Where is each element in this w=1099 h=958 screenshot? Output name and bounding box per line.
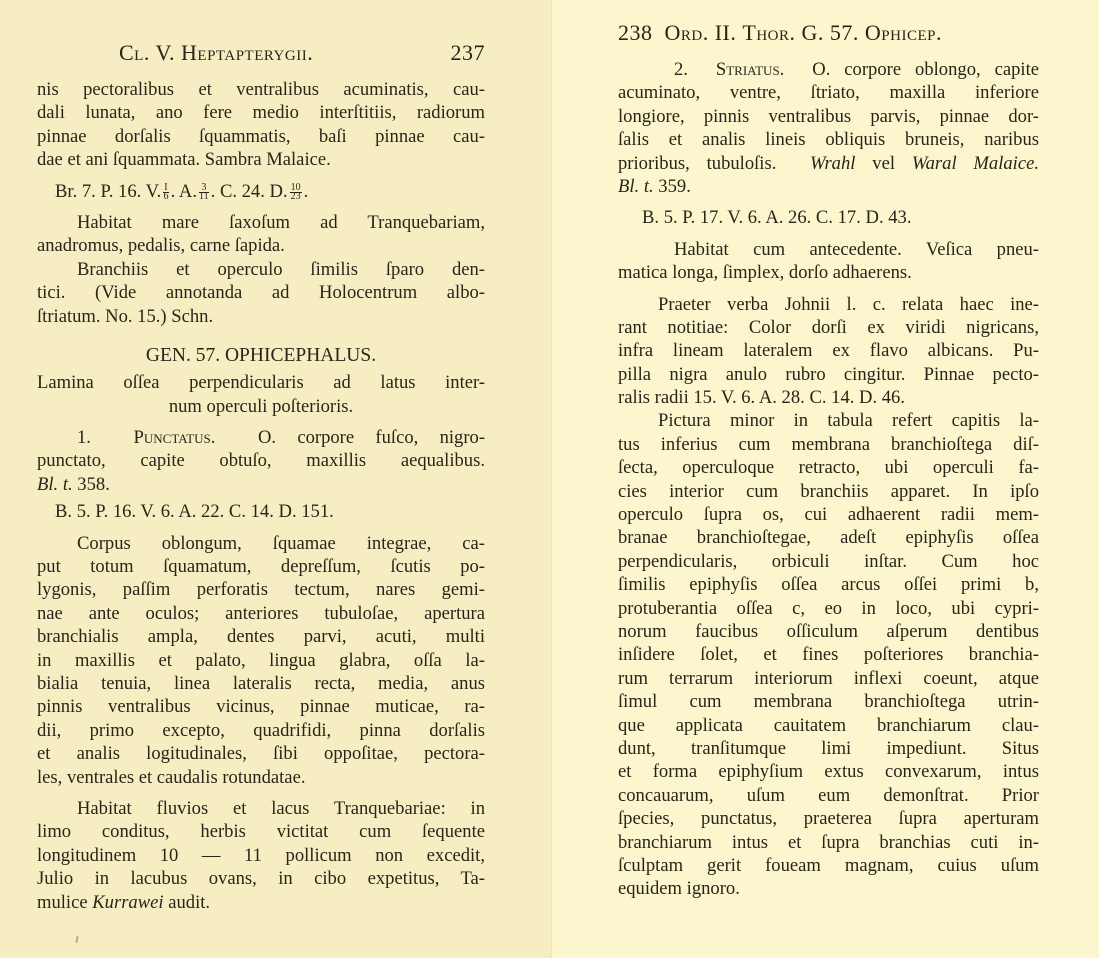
header-genus-name: Ophicep. [864, 20, 942, 45]
header-class-name: Heptapterygii. [181, 40, 314, 65]
species-number: 2. [674, 59, 688, 80]
text-line: pinnis ventralibus vicinus, pinnae muticae, ra- [37, 696, 485, 718]
text-line: ſtriatum. No. 15.) Schn. [37, 305, 214, 327]
fin-formula: B. 5. P. 16. V. 6. A. 22. C. 14. D. 151. [55, 501, 334, 523]
text-line: ralis radii 15. V. 6. A. 28. C. 14. D. 46. [618, 387, 906, 409]
fin-c: C. 24. [219, 180, 265, 202]
text-line: Praeter verba Johnii l. c. relata haec ine- [658, 293, 1039, 315]
fraction-denominator: 23 [290, 190, 301, 202]
text-line: dali lunata, ano fere medio interſtitiis, radiorum [37, 102, 485, 124]
text-line: branae branchioſtegae, adeſt epiphyſis oſſea [618, 527, 1039, 549]
paper-speck [75, 936, 78, 943]
fraction-v [163, 181, 169, 202]
fraction-numerator: I [164, 181, 168, 193]
text-line: nae ante oculos; anteriores tubuloſae, apertura [37, 602, 485, 624]
fraction-d [290, 181, 302, 202]
text-line: rum terrarum interiorum inflexi coeunt, atque [618, 667, 1039, 689]
reference-plate: 358. [77, 473, 110, 495]
fin-v: V. [145, 180, 162, 202]
text-line: infra lineam lateralem ex flavo albicans. Pu- [618, 340, 1039, 362]
species-punctatus [37, 426, 485, 496]
fraction-a [199, 181, 209, 202]
text-line: longiore, pinnis ventralibus parvis, pinnae dor- [618, 105, 1039, 127]
fin-p: P. 16. [100, 180, 142, 202]
text-line: inſidere ſolet, et fines poſteriores branchia- [618, 644, 1039, 666]
text-line: Corpus oblongum, ſquamae integrae, ca- [77, 532, 485, 554]
text-line: Julio in lacubus ovans, in cibo expetitus, Ta- [37, 868, 485, 890]
text-line: dunt, tranſitumque limi impediunt. Situs [618, 737, 1039, 759]
text-line: nis pectoralibus et ventralibus acuminatis, cau- [37, 79, 485, 100]
text-line: longitudinem 10 — 11 pollicum non excedit, [37, 844, 485, 866]
text-fragment: prioribus, tubuloſis. [618, 152, 777, 174]
text-line: que applicata cauitatem branchiarum clau- [618, 714, 1039, 736]
text-line: Habitat mare ſaxoſum ad Tranquebariam, [77, 211, 485, 233]
paragraph-johnius-notes [618, 293, 1039, 410]
fin-a: A. [178, 180, 197, 202]
fin-br: Br. 7. [55, 180, 96, 202]
text-line [37, 891, 485, 914]
text-fragment: audit. [168, 891, 211, 913]
tamil-name: Kurrawei [92, 891, 164, 913]
species-name: Punctatus. [133, 427, 216, 449]
text-line: ſculptam gerit foueam magnam, cuius uſum [618, 854, 1039, 876]
header-genus: G. 57. [801, 20, 859, 45]
text-line: protuberantia oſſea c, eo in loco, ubi cypri- [618, 597, 1039, 619]
header-class-number: V. [155, 40, 176, 65]
text-line: matica longa, ſimplex, dorſo adhaerens. [618, 262, 912, 284]
text-line: equidem ignoro. [618, 878, 740, 900]
header-order-label: Ord. [664, 20, 709, 45]
page-number: 237 [450, 40, 485, 65]
reference-author: Bl. t. [618, 175, 654, 197]
text-line [618, 152, 1039, 175]
paragraph-habitat-2 [37, 797, 485, 914]
text-line: put totum ſquamatum, depreſſum, ſcutis po- [37, 556, 485, 578]
paragraph-note [37, 258, 485, 328]
fraction-numerator: 10 [290, 181, 301, 193]
page-number: 238 [618, 20, 653, 45]
text-line: branchiarum intus et ſupra branchias cuti in- [618, 831, 1039, 853]
right-text-column [618, 20, 1039, 901]
species-name: Striatus. [715, 59, 785, 80]
species-reference [37, 473, 485, 496]
text-line: ſalis et analis lineis obliquis bruneis, naribus [618, 129, 1039, 151]
species-number: 1. [77, 427, 91, 449]
species-striatus [618, 58, 1039, 198]
fin-d: D. [269, 180, 288, 202]
header-class-label: Cl. [119, 40, 150, 65]
genus-description-line: num operculi poſterioris. [168, 395, 354, 417]
species-first-line [37, 426, 485, 449]
text-line: ſpecies, punctatus, praeterea ſupra aperturam [618, 808, 1039, 830]
text-line: acuminato, ventre, ſtriato, maxilla inferiore [618, 82, 1039, 104]
genus-description-line: Lamina oſſea perpendicularis ad latus inter- [37, 372, 485, 394]
reference-plate: 359. [658, 175, 691, 197]
text-line: Branchiis et operculo ſimilis ſparo den- [77, 258, 485, 280]
paragraph-continuation [37, 78, 485, 172]
text-line: bialia tenuia, linea lateralis recta, media, anus [37, 673, 485, 695]
fraction-denominator: 11 [199, 190, 209, 202]
header-suborder: Thor. [742, 20, 796, 45]
text-line: concauarum, uſum eum demonſtrat. Prior [618, 784, 1039, 806]
genus-heading: GEN. 57. OPHICEPHALUS. [145, 344, 377, 366]
text-line: les, ventrales et caudalis rotundatae. [37, 766, 306, 788]
text-line: et forma epiphyſium extus convexarum, intus [618, 761, 1039, 783]
text-line: dae et ani ſquammata. Sambra Malaice. [37, 149, 331, 171]
text-line: lygonis, paſſim perforatis tectum, nares gemi- [37, 579, 485, 601]
text-line: et analis logitudinales, ſibi oppoſitae, pectora- [37, 743, 485, 765]
text-line: anadromus, pedalis, carne ſapida. [37, 235, 285, 257]
species-reference [618, 175, 1039, 198]
paragraph-description [37, 532, 485, 789]
text-fragment: mulice [37, 891, 88, 913]
vernacular-name: Wrahl [809, 152, 856, 174]
left-text-column [37, 40, 485, 914]
species-diagnosis: O. corpore fuſco, nigro- [257, 427, 486, 449]
text-line: perpendicularis, orbiculi inſtar. Cum hoc [618, 550, 1039, 572]
text-line: pinnae dorſalis ſquammatis, baſi pinnae cau- [37, 125, 485, 147]
fraction-denominator: 6 [163, 190, 169, 202]
text-line: Pictura minor in tabula refert capitis la- [658, 410, 1039, 432]
text-line: cies interior cum branchiis apparet. In ipſo [618, 480, 1039, 502]
reference-author: Bl. t. [37, 473, 73, 495]
running-header-right [618, 20, 1039, 54]
species-diagnosis: O. corpore oblongo, capite [812, 59, 1040, 80]
text-line: branchialis ampla, dentes parvi, acuti, multi [37, 626, 485, 648]
text-line: Habitat fluvios et lacus Tranquebariae: in [77, 797, 485, 819]
text-line: pilla nigra anulo rubro cingitur. Pinnae pecto- [618, 363, 1039, 385]
text-line: operculo ſupra os, cui adhaerent radii mem- [618, 504, 1039, 526]
text-line: punctato, capite obtuſo, maxillis aequalibus. [37, 450, 485, 472]
fin-formula: B. 5. P. 17. V. 6. A. 26. C. 17. D. 43. [642, 207, 912, 229]
paragraph-habitat [37, 211, 485, 258]
text-line: norum faucibus oſſiculum aſperum dentibus [618, 621, 1039, 642]
fraction-numerator: 3 [199, 184, 209, 193]
right-page [551, 0, 1099, 958]
text-line: ſecta, operculoque retracto, ubi operculi fa- [618, 457, 1039, 479]
text-line: ſimilis epiphyſis oſſea arcus oſſei primi b, [618, 574, 1039, 596]
header-order-number: II. [714, 20, 737, 45]
paragraph-habitat [618, 238, 1039, 285]
running-header-left [37, 40, 485, 74]
text-line: in maxillis et palato, lingua glabra, oſſa la- [37, 649, 485, 671]
text-line: ſimul cum membrana branchioſtega utrin- [618, 691, 1039, 713]
text-line: Habitat cum antecedente. Veſica pneu- [674, 238, 1039, 260]
species-first-line [618, 58, 1039, 81]
text-line: limo conditus, herbis victitat cum ſequente [37, 821, 485, 843]
text-line: rant notitiae: Color dorſi ex viridi nigricans, [618, 316, 1039, 338]
text-line: tus inferius cum membrana branchioſtega diſ- [618, 433, 1039, 455]
text-line: tici. (Vide annotanda ad Holocentrum albo- [37, 282, 485, 304]
fin-formula: Br. 7. P. 16. V. $\frac{I}{6}$ . A. $\frac{3}{11}$ . C. 24. D. $\frac{10}{23}$ . [55, 180, 309, 202]
text-line: dii, primo excepto, quadrifidi, pinna dorſalis [37, 719, 485, 741]
paragraph-pictura [618, 409, 1039, 900]
vernacular-name: Waral Malaice. [911, 152, 1039, 174]
text-fragment: vel [872, 152, 895, 174]
